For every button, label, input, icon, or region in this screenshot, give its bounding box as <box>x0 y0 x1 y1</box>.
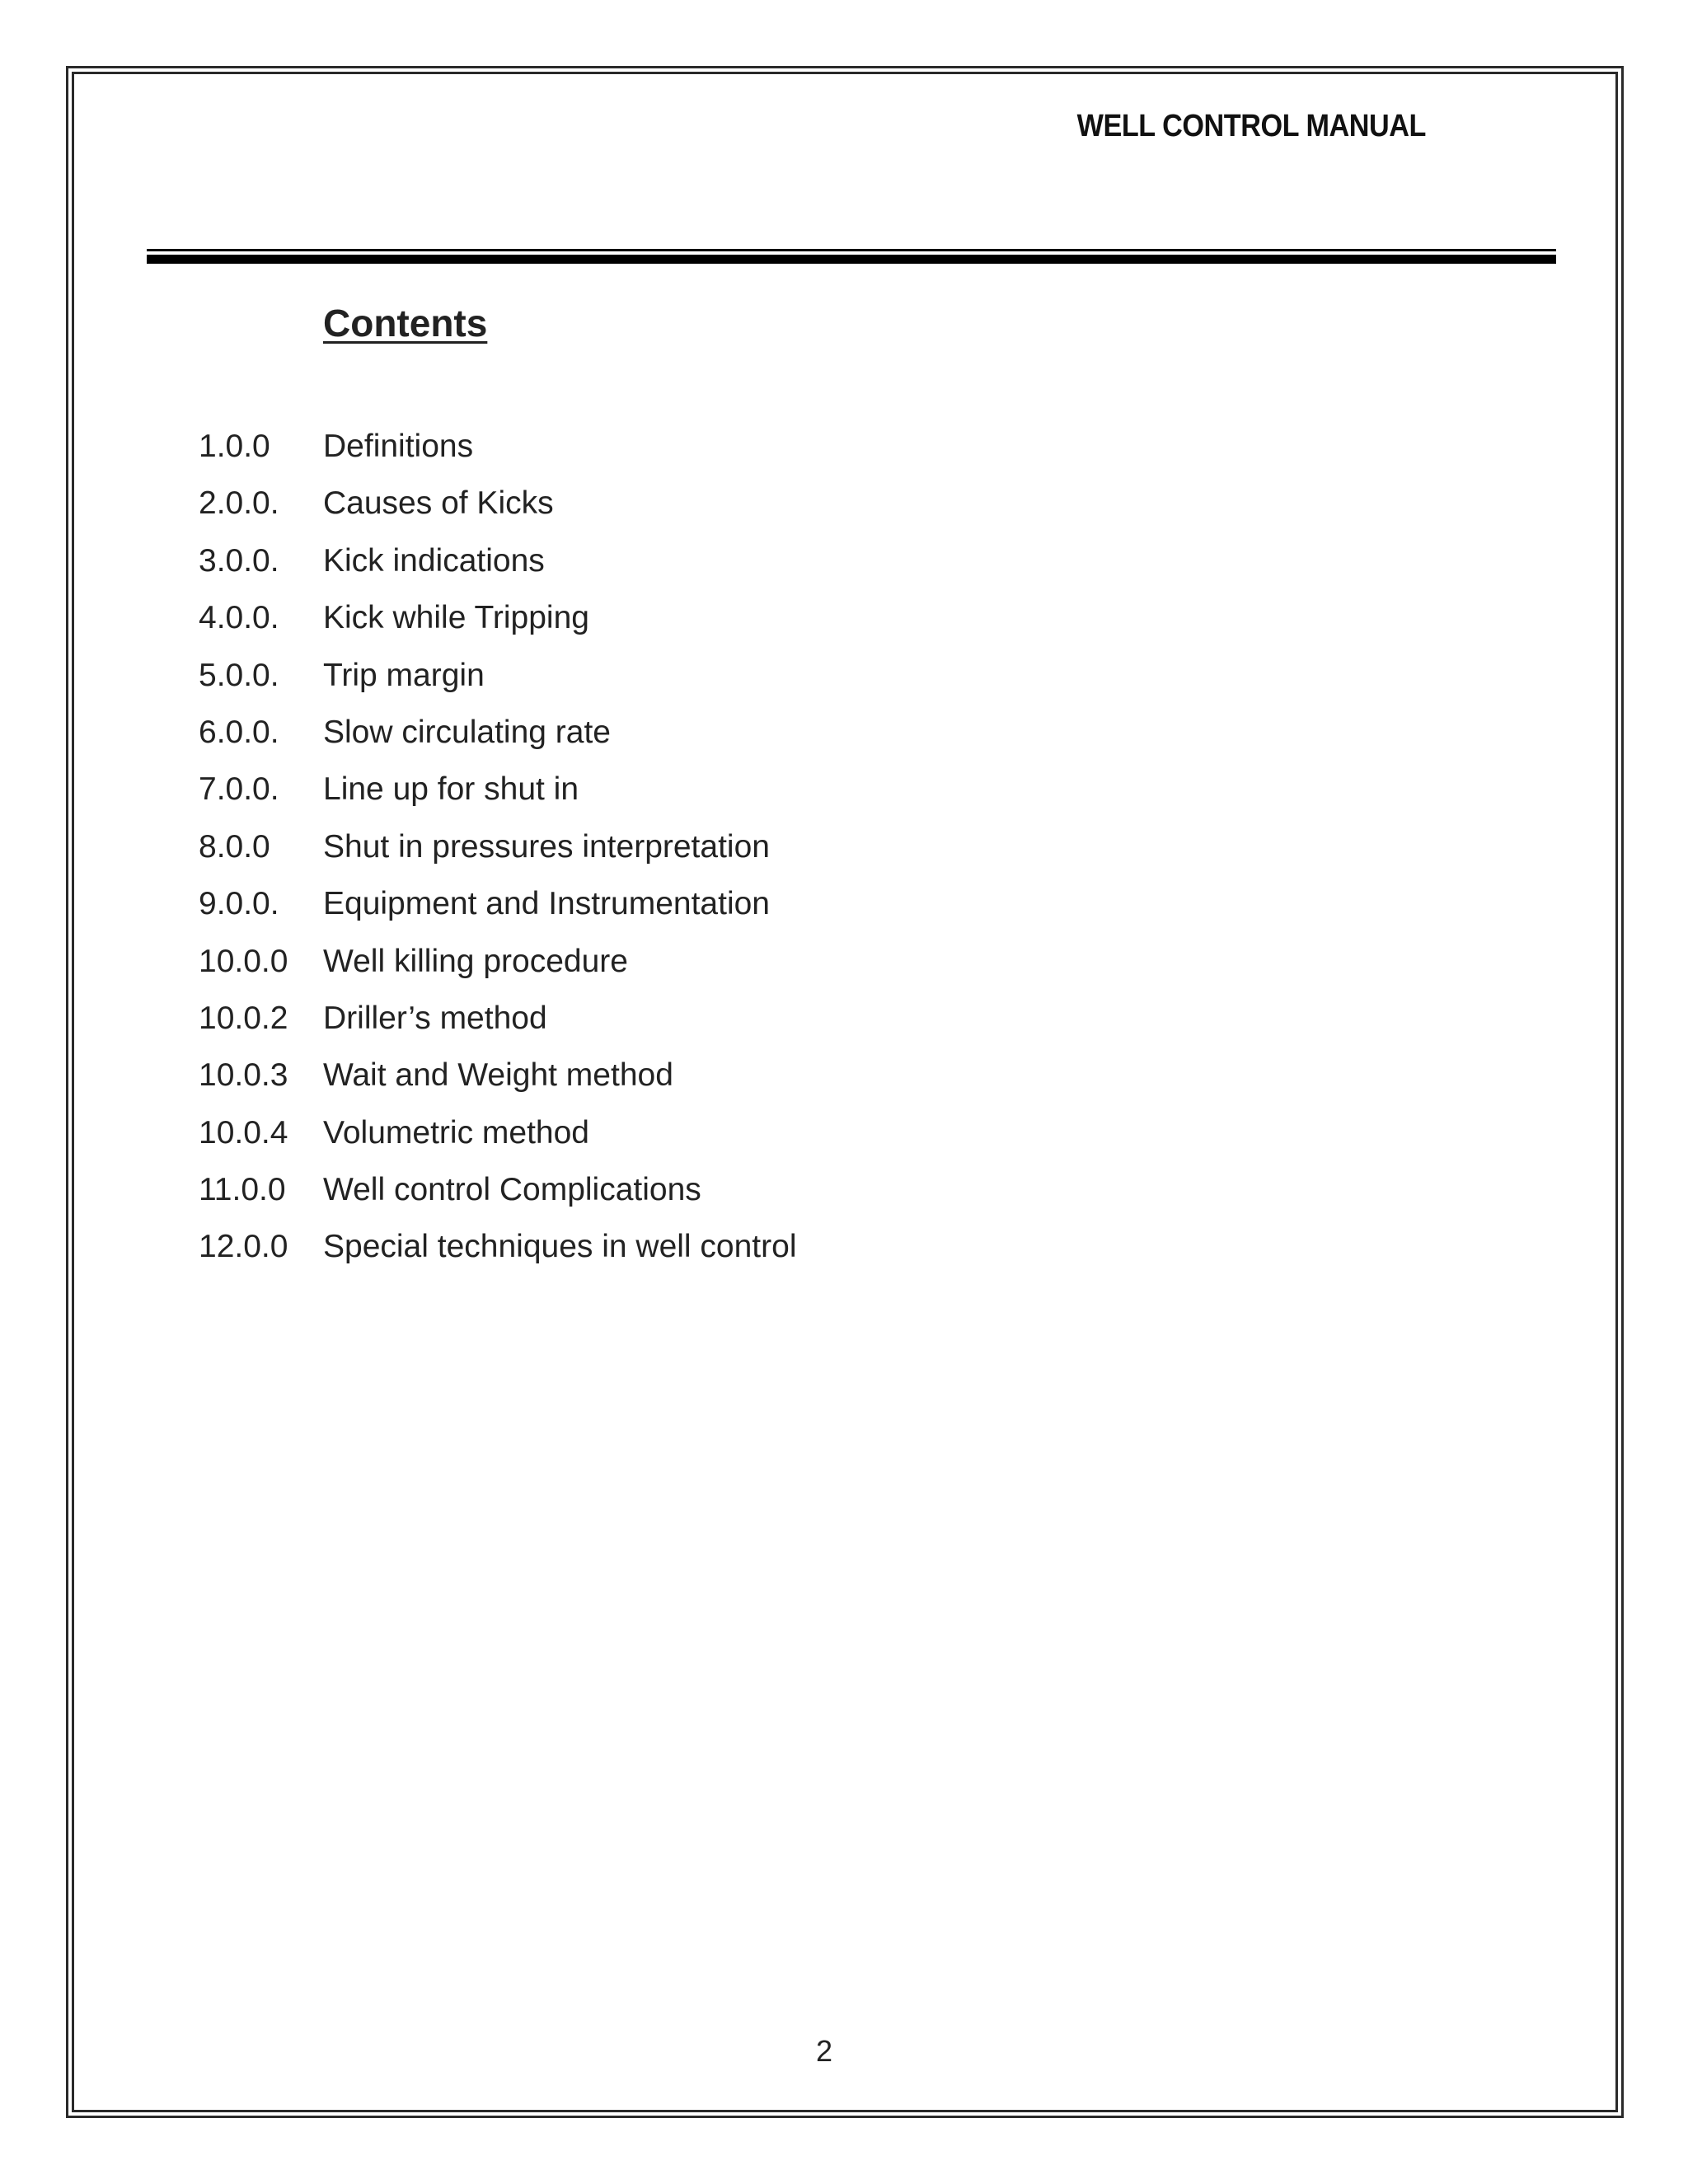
toc-entry <box>199 539 797 596</box>
toc-entry-number: 11.0.0 <box>199 1172 286 1208</box>
toc-entry <box>199 940 797 996</box>
toc-entry <box>199 882 797 939</box>
header-rule-thin <box>147 249 1556 251</box>
toc-entry-title: Well killing procedure <box>323 943 628 979</box>
toc-entry-number: 8.0.0 <box>199 828 270 865</box>
toc-entry <box>199 1168 797 1225</box>
toc-entry-title: Kick indications <box>323 542 545 579</box>
toc-entry-title: Line up for shut in <box>323 771 579 808</box>
toc-entry-title: Equipment and Instrumentation <box>323 886 771 922</box>
toc-entry <box>199 596 797 653</box>
contents-heading: Contents <box>323 302 488 344</box>
toc-entry-title: Volumetric method <box>323 1114 589 1151</box>
toc-entry-title: Driller’s method <box>323 1000 547 1036</box>
toc-entry-title: Kick while Tripping <box>323 600 589 636</box>
toc-entry-title: Causes of Kicks <box>323 485 554 522</box>
toc-entry <box>199 1111 797 1168</box>
toc-entry-number: 1.0.0 <box>199 429 270 464</box>
toc-entry <box>199 481 797 538</box>
toc-entry-number: 3.0.0. <box>199 542 279 579</box>
toc-entry <box>199 996 797 1053</box>
toc-entry-title: Special techniques in well control <box>323 1229 797 1265</box>
toc-entry-title: Slow circulating rate <box>323 714 611 750</box>
toc-entry-number: 2.0.0. <box>199 485 279 522</box>
running-header: WELL CONTROL MANUAL <box>1076 109 1426 143</box>
toc-entry <box>199 1053 797 1110</box>
toc-entry <box>199 825 797 882</box>
toc-entry-title: Trip margin <box>323 657 485 693</box>
toc-entry-title: Wait and Weight method <box>323 1057 673 1094</box>
toc-entry-number: 5.0.0. <box>199 657 279 693</box>
toc-entry-title: Shut in pressures interpretation <box>323 828 770 865</box>
toc-entry <box>199 1225 797 1282</box>
toc-entry <box>199 654 797 710</box>
toc-entry-number: 12.0.0 <box>199 1229 288 1265</box>
toc-entry-title: Definitions <box>323 429 474 464</box>
page-number: 2 <box>815 2034 833 2068</box>
toc-entry-number: 7.0.0. <box>199 771 279 808</box>
table-of-contents <box>199 424 797 1282</box>
toc-entry-number: 4.0.0. <box>199 600 279 636</box>
toc-entry-number: 10.0.4 <box>199 1114 288 1151</box>
toc-entry-number: 10.0.0 <box>199 943 288 979</box>
toc-entry-number: 10.0.2 <box>199 1000 288 1036</box>
toc-entry-number: 9.0.0. <box>199 886 279 922</box>
toc-entry-number: 6.0.0. <box>199 714 279 750</box>
toc-entry-title: Well control Complications <box>323 1172 701 1208</box>
toc-entry-number: 10.0.3 <box>199 1057 288 1094</box>
header-rule-thick <box>147 255 1556 264</box>
toc-entry <box>199 710 797 767</box>
toc-entry <box>199 767 797 824</box>
toc-entry <box>199 424 797 481</box>
